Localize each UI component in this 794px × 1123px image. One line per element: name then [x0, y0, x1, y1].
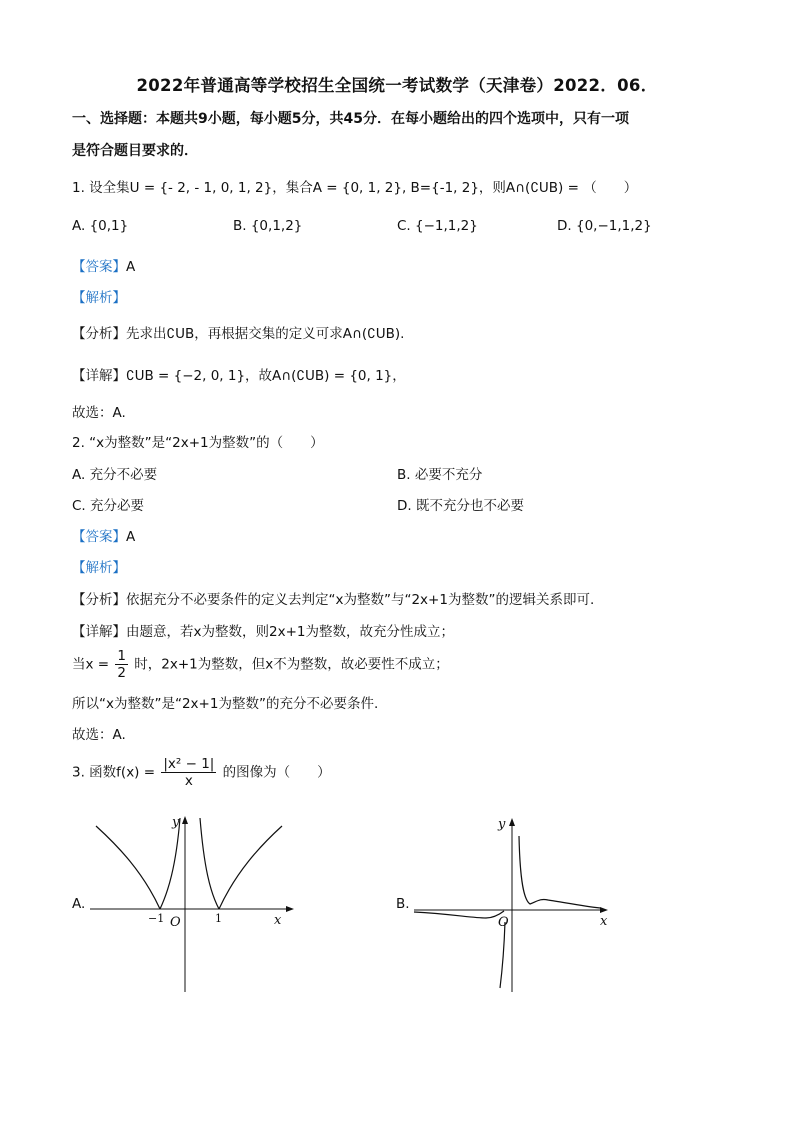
q1-option-d: D. {0,−1,1,2} — [557, 218, 652, 234]
q1-answer: A — [126, 259, 136, 275]
q1-option-a: A. {0,1} — [72, 218, 129, 234]
q2-fenxi-line — [72, 588, 594, 608]
q3-graph-a — [88, 812, 298, 994]
q1-option-b: B. {0,1,2} — [233, 218, 303, 234]
q2-answer: A — [126, 529, 136, 545]
q2-fenxi-tag: 【分析】 — [72, 592, 126, 608]
q1-fenxi: 先求出∁UB，再根据交集的定义可求A∩(∁UB). — [126, 326, 405, 342]
section-heading-line1: 一、选择题：本题共9小题，每小题5分，共45分．在每小题给出的四个选项中，只有一项 — [72, 111, 629, 127]
q1-analysis-tag: 【解析】 — [72, 290, 126, 306]
q2-option-c: C. 充分必要 — [72, 498, 145, 514]
y-axis-label: y — [172, 815, 180, 830]
q2-stem: 2. “x为整数”是“2x+1为整数”的（ ） — [72, 435, 324, 451]
q1-option-c: C. {−1,1,2} — [397, 218, 478, 234]
origin-label: O — [170, 915, 181, 930]
q3-fraction-denominator: x — [184, 773, 193, 789]
q2-analysis-tag: 【解析】 — [72, 560, 126, 576]
q3-graph-a-label: A. — [72, 896, 86, 912]
q2-xiangjie: 由题意，若x为整数，则2x+1为整数，故充分性成立； — [126, 624, 454, 640]
q2-when-b: 时，2x+1为整数，但x不为整数，故必要性不成立； — [134, 656, 449, 673]
q2-xiangjie-line — [72, 620, 454, 640]
q3-graph-b-label: B. — [396, 896, 410, 912]
q2-xiangjie-tag: 【详解】 — [72, 624, 126, 640]
y-axis-arrow-icon — [509, 818, 515, 826]
q2-fraction-denominator: 2 — [117, 665, 126, 681]
curve-left-shallow — [414, 911, 504, 918]
q3-stem-line — [72, 756, 331, 789]
y-axis-arrow-icon — [182, 816, 188, 824]
q1-choose: 故选：A. — [72, 405, 126, 421]
q2-half-fraction — [115, 648, 128, 681]
q2-so: 所以“x为整数”是“2x+1为整数”的充分不必要条件. — [72, 696, 379, 712]
q1-answer-line — [72, 255, 135, 275]
q2-fraction-numerator: 1 — [117, 648, 126, 664]
q2-fenxi: 依据充分不必要条件的定义去判定“x为整数”与“2x+1为整数”的逻辑关系即可. — [126, 592, 595, 608]
curve-right-inner — [200, 818, 219, 909]
q1-fenxi-line — [72, 322, 404, 342]
x-axis-label: x — [600, 914, 608, 929]
q3-fraction-numerator: |x² − 1| — [163, 756, 215, 772]
q2-when-a: 当x = — [72, 656, 110, 673]
origin-label: O — [498, 915, 509, 930]
q1-xiangjie-tag: 【详解】 — [72, 368, 126, 384]
x-axis-label: x — [274, 913, 282, 928]
q1-fenxi-tag: 【分析】 — [72, 326, 126, 342]
q3-stem-a: 3. 函数f(x) = — [72, 764, 156, 781]
curve-left-inner — [160, 818, 180, 909]
q1-stem: 1. 设全集U = {- 2, - 1, 0, 1, 2}，集合A = {0, 1, 2}, B={-1, 2}，则A∩(∁UB) = （ ） — [72, 180, 638, 196]
q2-choose: 故选：A. — [72, 727, 126, 743]
q3-function-fraction — [161, 756, 216, 789]
y-axis-label: y — [498, 817, 506, 832]
q1-xiangjie: ∁UB = {−2, 0, 1}，故A∩(∁UB) = {0, 1}， — [126, 368, 406, 384]
q2-answer-line — [72, 525, 135, 545]
curve-right-outer — [219, 826, 282, 909]
q1-answer-tag: 【答案】 — [72, 259, 126, 275]
q3-stem-b: 的图像为（ ） — [222, 764, 331, 781]
x-axis-arrow-icon — [600, 907, 608, 913]
q1-xiangjie-line — [72, 364, 406, 384]
curve-left-outer — [96, 826, 160, 909]
q2-option-a: A. 充分不必要 — [72, 467, 158, 483]
x-axis-arrow-icon — [286, 906, 294, 912]
q2-answer-tag: 【答案】 — [72, 529, 126, 545]
q3-graph-b — [412, 812, 612, 994]
q2-option-d: D. 既不充分也不必要 — [397, 498, 524, 514]
curve-left-branch — [500, 922, 505, 988]
tick-label-1: 1 — [215, 912, 222, 925]
q2-when-line — [72, 648, 449, 681]
section-heading-line2: 是符合题目要求的． — [72, 143, 198, 159]
q2-option-b: B. 必要不充分 — [397, 467, 483, 483]
page-title: 2022年普通高等学校招生全国统一考试数学（天津卷）2022．06． — [136, 76, 658, 95]
curve-right-branch — [519, 836, 600, 908]
tick-label-neg1: −1 — [148, 912, 165, 925]
